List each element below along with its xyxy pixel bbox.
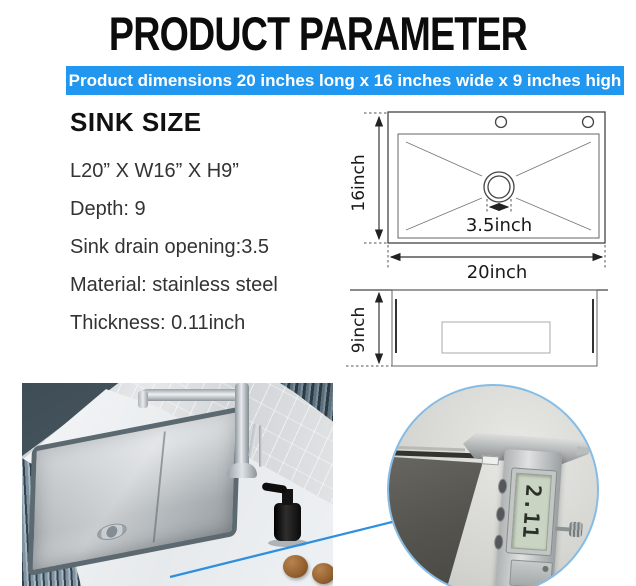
slope-line-tr <box>516 142 591 176</box>
caliper-thumbscrew <box>569 522 583 538</box>
spec-list <box>70 107 350 350</box>
sprayer-stem <box>259 425 262 467</box>
height-dimension-label: 16inch <box>349 154 369 212</box>
width-dimension-label: 20inch <box>466 262 528 283</box>
spec-drain-opening: Sink drain opening:3.5 <box>70 236 270 258</box>
side-label-plate <box>442 322 550 353</box>
sink-side-outline <box>392 290 597 366</box>
caliper-battery-panel <box>509 560 553 586</box>
dimensions-banner <box>66 66 624 95</box>
digital-caliper <box>439 403 599 586</box>
walnut <box>283 555 308 578</box>
sink-photo <box>22 383 333 586</box>
walnut <box>312 563 333 584</box>
spec-dimensions: L20” X W16” X H9” <box>70 160 239 182</box>
caliper-lcd <box>511 473 552 551</box>
caliper-inset <box>387 384 599 586</box>
faucet-body <box>235 383 249 471</box>
slope-line-tl <box>406 142 482 176</box>
soap-dispenser <box>274 503 301 541</box>
spec-material: Material: stainless steel <box>70 274 278 296</box>
drain-inner-circle <box>488 176 510 198</box>
page-title: PRODUCT PARAMETER <box>108 7 528 60</box>
faucet-aerator <box>138 391 148 408</box>
dimensions-banner-text: Product dimensions 20 inches long x 16 inches wide x 9 inches high <box>68 70 622 90</box>
faucet-hole-left <box>496 117 507 128</box>
depth-dimension-label: 9inch <box>349 306 369 354</box>
faucet-base <box>227 463 257 478</box>
faucet-hole-right <box>583 117 594 128</box>
faucet-spout <box>141 389 249 401</box>
spec-thickness: Thickness: 0.11inch <box>70 312 246 334</box>
spec-heading: SINK SIZE <box>70 107 202 137</box>
caliper-reading: 2.11 <box>517 483 546 540</box>
caliper-jaw-grip <box>482 455 500 465</box>
top-view-diagram <box>340 100 632 285</box>
side-view-diagram <box>340 283 632 383</box>
spec-depth: Depth: 9 <box>70 198 146 220</box>
drain-dimension-label: 3.5inch <box>465 215 533 236</box>
